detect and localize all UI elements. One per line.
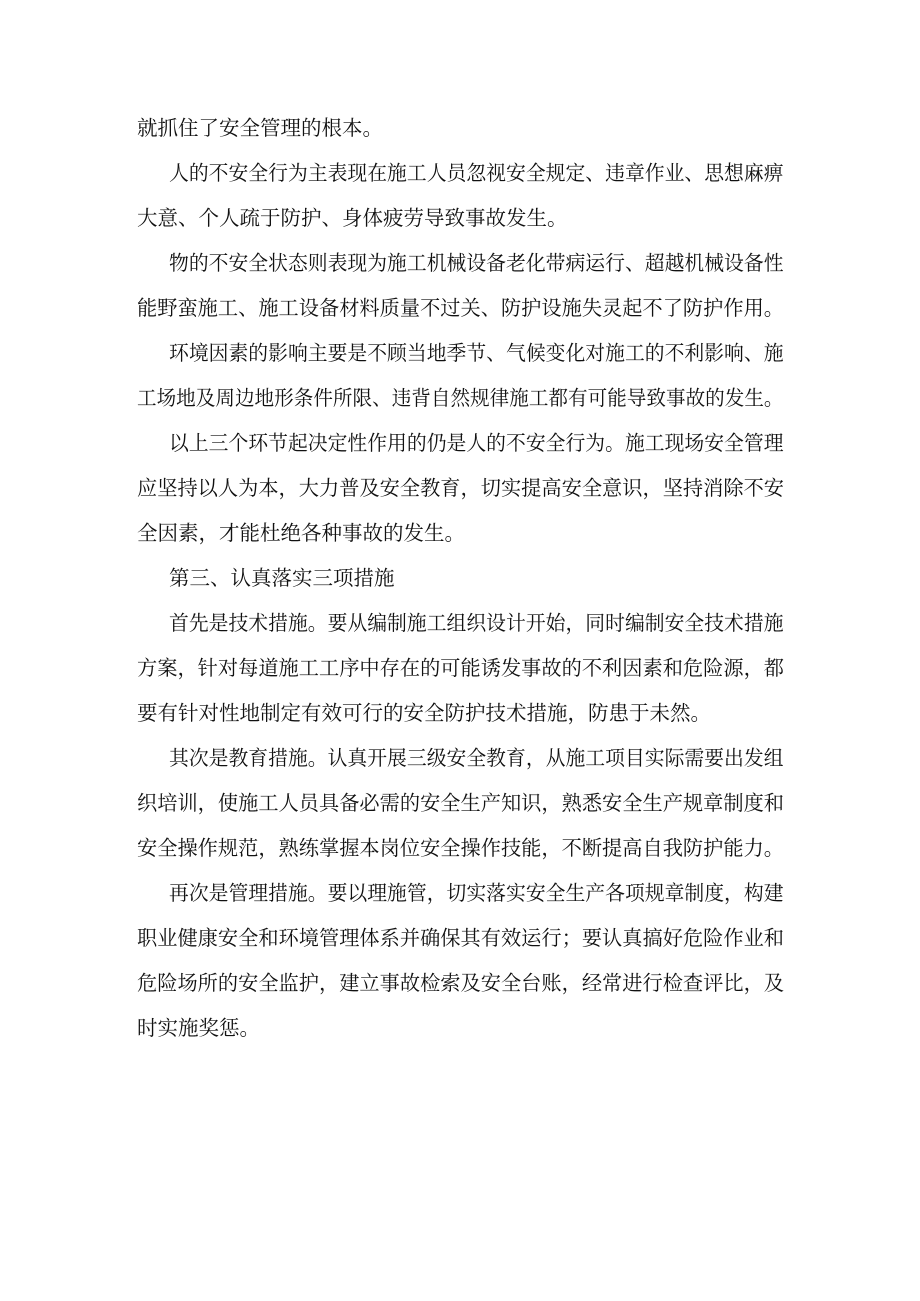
text-line: 物的不安全状态则表现为施工机械设备老化带病运行、超越机械设备性 xyxy=(169,251,784,275)
text-line: 再次是管理措施。要以理施管，切实落实安全生产各项规章制度，构建 xyxy=(169,881,784,905)
text-line: 能野蛮施工、施工设备材料质量不过关、防护设施失灵起不了防护作用。 xyxy=(137,296,785,320)
text-line: 其次是教育措施。认真开展三级安全教育，从施工项目实际需要出发组 xyxy=(169,746,784,770)
text-line: 大意、个人疏于防护、身体疲劳导致事故发生。 xyxy=(137,206,568,230)
text-line: 时实施奖惩。 xyxy=(137,1016,260,1040)
text-line: 人的不安全行为主表现在施工人员忽视安全规定、违章作业、思想麻痹 xyxy=(169,161,784,185)
text-line: 危险场所的安全监护，建立事故检索及安全台账，经常进行检查评比，及 xyxy=(137,971,785,995)
text-line: 全因素，才能杜绝各种事故的发生。 xyxy=(137,521,465,545)
text-line: 环境因素的影响主要是不顾当地季节、气候变化对施工的不利影响、施 xyxy=(169,341,784,365)
text-line: 以上三个环节起决定性作用的仍是人的不安全行为。施工现场安全管理 xyxy=(169,431,784,455)
text-line: 方案，针对每道施工工序中存在的可能诱发事故的不利因素和危险源，都 xyxy=(137,656,785,680)
text-line: 安全操作规范，熟练掌握本岗位安全操作技能，不断提高自我防护能力。 xyxy=(137,836,785,860)
text-line: 工场地及周边地形条件所限、违背自然规律施工都有可能导致事故的发生。 xyxy=(137,386,784,410)
text-line: 应坚持以人为本，大力普及安全教育，切实提高安全意识，坚持消除不安 xyxy=(137,476,785,500)
text-line: 首先是技术措施。要从编制施工组织设计开始，同时编制安全技术措施 xyxy=(169,611,784,635)
text-line: 要有针对性地制定有效可行的安全防护技术措施，防患于未然。 xyxy=(137,701,711,725)
text-line: 就抓住了安全管理的根本。 xyxy=(137,116,383,140)
section-heading: 第三、认真落实三项措施 xyxy=(169,566,395,590)
text-line: 职业健康安全和环境管理体系并确保其有效运行；要认真搞好危险作业和 xyxy=(137,926,785,950)
text-line: 织培训，使施工人员具备必需的安全生产知识，熟悉安全生产规章制度和 xyxy=(137,791,785,815)
